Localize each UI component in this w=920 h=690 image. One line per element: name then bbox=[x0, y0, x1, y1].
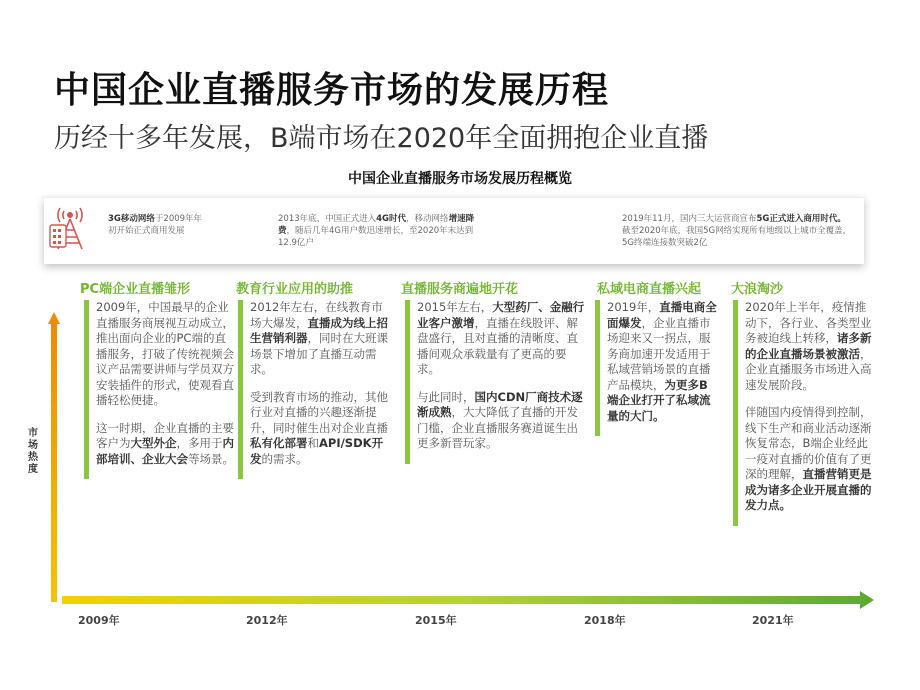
phase-education: 教育行业应用的助推 bbox=[236, 282, 354, 297]
year-label: 2018年 bbox=[584, 614, 626, 627]
phase-private-ecommerce: 私域电商直播兴起 bbox=[597, 282, 702, 297]
signal-tower-icon bbox=[48, 205, 92, 251]
overview-title: 中国企业直播服务市场发展历程概览 bbox=[348, 171, 572, 187]
phase-card-4: 2019年，直播电商全面爆发，企业直播市场迎来又一拐点，服务商加速开发适用于私域营销场景的直播产品模块，为更多B端企业打开了私域流量的大门。 bbox=[595, 300, 719, 436]
phase-card-1: 2009年，中国最早的企业直播服务商展视互动成立，推出面向企业的PC端的直播服务，打破了传统视频会议产品需要讲师与学员双方安装插件的形式，使观看直播轻松便捷。 这一时期，企业直播的主要客户为大型外企，多用于内部培训、企业大会等场景。 bbox=[84, 300, 237, 479]
phase-card-3: 2015年左右，大型药厂、金融行业客户激增，直播在线股评、解盘盛行，且对直播的清晰度、直播间观众承载量有了更高的要求。 与此同时，国内CDN厂商技术逐渐成熟，大大降低了直播的开发门槛，企业直播服务赛道诞生出更多新晋玩家。 bbox=[405, 300, 587, 464]
year-label: 2015年 bbox=[415, 614, 457, 627]
market-heat-axis bbox=[48, 312, 60, 602]
year-label: 2009年 bbox=[78, 614, 120, 627]
phase-consolidation: 大浪淘沙 bbox=[731, 282, 784, 297]
year-label: 2012年 bbox=[246, 614, 288, 627]
page-title: 中国企业直播服务市场的发展历程 bbox=[54, 70, 610, 111]
phase-card-2: 2012年左右，在线教育市场大爆发，直播成为线上招生营销利器，同时在大班课场景下增加了直播互动需求。 受到教育市场的推动，其他行业对直播的兴趣逐渐提升，同时催生出对企业直播私有化部署和API/SDK开发的需求。 bbox=[238, 300, 391, 479]
timeline-axis bbox=[62, 590, 874, 610]
market-heat-label: 市场热度 bbox=[28, 428, 38, 475]
note-4g: 2013年底，中国正式进入4G时代，移动网络增速降费，随后几年4G用户数迅速增长，至2020年末达到12.9亿户 bbox=[278, 214, 475, 248]
phase-pc-era: PC端企业直播雏形 bbox=[80, 282, 191, 297]
page-subtitle: 历经十多年发展，B端市场在2020年全面拥抱企业直播 bbox=[54, 123, 709, 154]
phase-vendor-boom: 直播服务商遍地开花 bbox=[401, 282, 519, 297]
year-label: 2021年 bbox=[752, 614, 794, 627]
phase-card-5: 2020年上半年，疫情推动下，各行业、各类型业务被迫线上转移，诸多新的企业直播场景被激活，企业直播服务市场进入高速发展阶段。 伴随国内疫情得到控制，线下生产和商业活动逐渐恢复常态，B端企业经此一疫对直播的价值有了更深的理解，直播营销更是成为诸多企业开展直播的发力点。 bbox=[733, 300, 875, 526]
note-5g: 2019年11月，国内三大运营商宣布5G正式进入商用时代。截至2020年底，我国5G网络实现所有地级以上城市全覆盖，5G终端连接数突破2亿 bbox=[622, 214, 852, 248]
note-3g: 3G移动网络于2009年年初开始正式商用发展 bbox=[108, 214, 203, 236]
